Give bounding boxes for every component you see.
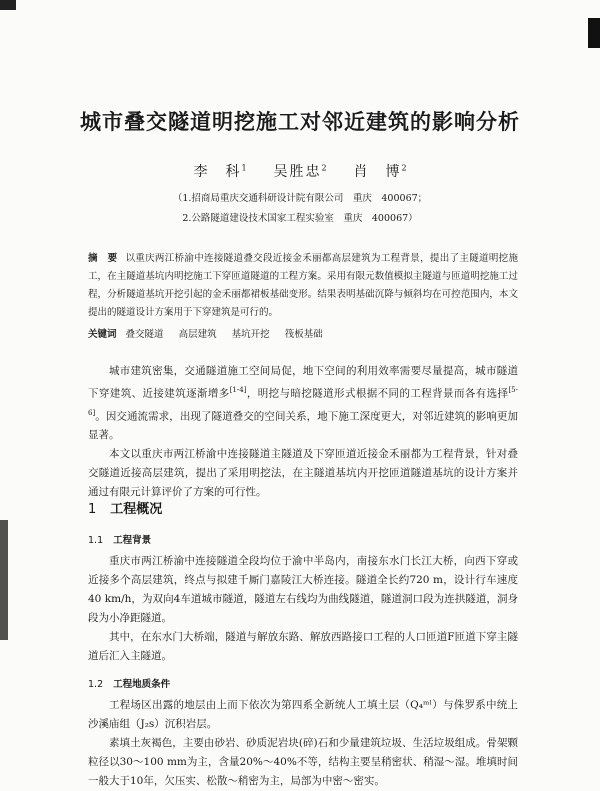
paragraph: 工程场区出露的地层由上而下依次为第四系全新统人工填土层（Q₄ᵐˡ）与侏罗系中统上沙溪庙组（J₂s）沉积岩层。 [88, 699, 518, 730]
keywords [88, 326, 518, 340]
author: 吴胜忠$^2$ [273, 163, 327, 180]
paper-title: 城市叠交隧道明挖施工对邻近建筑的影响分析 [80, 110, 520, 134]
keyword: 高层建筑 [178, 329, 217, 340]
paragraph: 本文以重庆市两江桥渝中连接隧道主隧道及下穿匝道近接金禾丽都为工程背景，针对叠交隧道近接高层建筑，提出了采用明挖法，在主隧道基坑内开挖匝道隧道基坑的设计方案并通过有限元计算评价了方案的可行性。 [88, 448, 518, 498]
paragraph: 城市建筑密集，交通隧道施工空间局促，地下空间的利用效率需要尽量提高，城市隧道下穿建筑、近接建筑逐渐增多[1-4]，明挖与暗挖隧道形式根据不同的工程背景而各有选择[5-6]。因交通流需求，出现了隧道叠交的空间关系，地下施工深度更大，对邻近建筑的影响更加显著。 [88, 365, 519, 441]
introduction [88, 362, 518, 502]
author: 李 科$^1$ [193, 163, 247, 180]
keyword: 筏板基础 [284, 329, 323, 340]
subsection-heading: 1.1 工程背景 [88, 535, 152, 546]
keyword: 基坑开挖 [231, 329, 270, 340]
keyword: 叠交隧道 [125, 329, 164, 340]
section-heading: 1 工程概况 [88, 502, 163, 517]
scan-mark [0, 0, 16, 10]
subsection-heading: 1.2 工程地质条件 [88, 679, 171, 690]
section-body [88, 552, 518, 666]
abstract-label: 摘 要 [88, 253, 118, 264]
scan-mark [588, 18, 600, 48]
affiliation: （1.招商局重庆交通科研设计院有限公司 重庆 400067； [172, 193, 428, 204]
author-list [0, 161, 600, 181]
paragraph: 其中，在东水门大桥端，隧道与解放东路、解放西路接口工程的人口匝道F匝道下穿主隧道后汇入主隧道。 [88, 631, 518, 662]
paragraph: 素填土灰褐色，主要由砂岩、砂质泥岩块(碎)石和少量建筑垃圾、生活垃圾组成。骨架颗粒径以30～100 mm为主，含量20%～40%不等，结构主要呈稍密状、稍湿～湿。堆填时间一般大于10年，欠压实、松散～稍密为主，局部为中密～密实。 [88, 737, 518, 787]
scan-mark [0, 520, 8, 640]
paragraph: 重庆市两江桥渝中连接隧道全段均位于渝中半岛内，南接东水门长江大桥，向西下穿或近接多个高层建筑，终点与拟建千厮门嘉陵江大桥连接。隧道全长约720 m，设计行车速度40 km/h，为双向4车道城市隧道，隧道左右线均为曲线隧道，隧道洞口段为连拱隧道，洞身段为小净距隧道。 [88, 555, 518, 624]
affiliation: 2.公路隧道建设技术国家工程实验室 重庆 400067） [182, 213, 418, 224]
abstract [88, 250, 518, 322]
abstract-text: 以重庆两江桥渝中连接隧道叠交段近接金禾丽都高层建筑为工程背景，提出了主隧道明挖施工，在主隧道基坑内明挖施工下穿匝道隧道的工程方案。采用有限元数值模拟主隧道与匝道明挖施工过程，分析隧道基坑开挖引起的金禾丽都裙板基础变形。结果表明基础沉降与倾斜均在可控范围内，本文提出的隧道设计方案用于下穿建筑是可行的。 [88, 253, 518, 318]
author: 肖 博$^2$ [353, 163, 407, 180]
keywords-label: 关键词 [88, 329, 117, 340]
